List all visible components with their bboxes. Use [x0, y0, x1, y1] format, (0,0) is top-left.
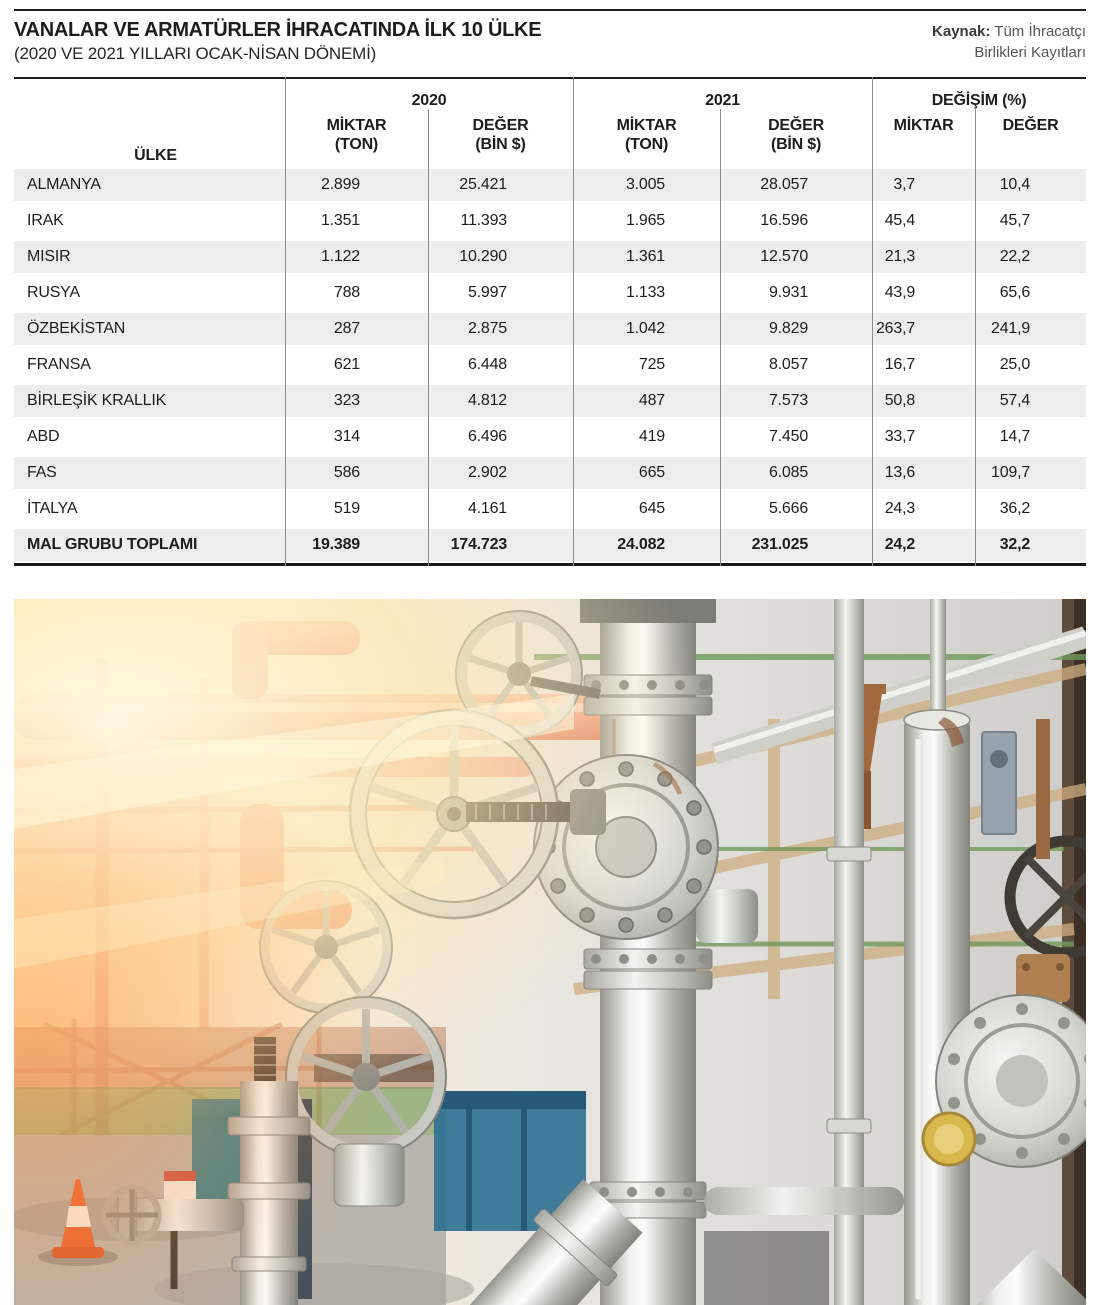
page-title: VANALAR VE ARMATÜRLER İHRACATINDA İLK 10 ÜLKE: [14, 19, 542, 41]
source-line1: Tüm İhracatçı: [994, 23, 1086, 40]
col-header-country: ÜLKE: [134, 147, 177, 164]
value-cell: 4.161: [428, 491, 573, 527]
table-row: [14, 239, 1086, 275]
value-cell: 788: [285, 275, 428, 311]
value-cell: 28.057: [720, 167, 872, 203]
value-cell: 487: [573, 383, 720, 419]
value-cell: 22,2: [975, 239, 1086, 275]
value-cell: 1.351: [285, 203, 428, 239]
export-table-wrap: [14, 77, 1086, 566]
column-divider: [573, 77, 574, 566]
value-cell: 5.666: [720, 491, 872, 527]
value-cell: 323: [285, 383, 428, 419]
total-value: 174.723: [428, 527, 573, 563]
value-cell: 2.875: [428, 311, 573, 347]
column-divider: [428, 109, 429, 566]
column-divider: [975, 109, 976, 566]
value-cell: 16,7: [872, 347, 975, 383]
col-group-2020: 2020: [411, 92, 447, 109]
table-row: [14, 383, 1086, 419]
table-row: [14, 455, 1086, 491]
value-cell: 45,4: [872, 203, 975, 239]
value-cell: 16.596: [720, 203, 872, 239]
table-row: [14, 347, 1086, 383]
country-cell: FAS: [14, 455, 285, 491]
value-cell: 621: [285, 347, 428, 383]
value-cell: 14,7: [975, 419, 1086, 455]
col-header-2020-deger: DEĞER (BİN $): [472, 117, 529, 153]
country-cell: ALMANYA: [14, 167, 285, 203]
value-cell: 665: [573, 455, 720, 491]
value-cell: 65,6: [975, 275, 1086, 311]
table-row: [14, 167, 1086, 203]
value-cell: 287: [285, 311, 428, 347]
value-cell: 10.290: [428, 239, 573, 275]
value-cell: 2.902: [428, 455, 573, 491]
page-subtitle: (2020 VE 2021 YILLARI OCAK-NİSAN DÖNEMİ): [14, 44, 377, 63]
country-cell: FRANSA: [14, 347, 285, 383]
col-header-change-miktar: MİKTAR: [893, 117, 954, 134]
value-cell: 9.829: [720, 311, 872, 347]
value-cell: 2.899: [285, 167, 428, 203]
value-cell: 6.085: [720, 455, 872, 491]
value-cell: 12.570: [720, 239, 872, 275]
value-cell: 45,7: [975, 203, 1086, 239]
table-row: [14, 419, 1086, 455]
country-cell: BİRLEŞİK KRALLIK: [14, 383, 285, 419]
table-row: [14, 311, 1086, 347]
total-value: 231.025: [720, 527, 872, 563]
value-cell: 33,7: [872, 419, 975, 455]
value-cell: 586: [285, 455, 428, 491]
country-cell: ÖZBEKİSTAN: [14, 311, 285, 347]
value-cell: 36,2: [975, 491, 1086, 527]
country-cell: IRAK: [14, 203, 285, 239]
source-label: Kaynak:: [932, 23, 991, 40]
value-cell: 43,9: [872, 275, 975, 311]
title-block: [14, 19, 541, 64]
col-group-change: DEĞİŞİM (%): [931, 92, 1027, 109]
value-cell: 109,7: [975, 455, 1086, 491]
value-cell: 4.812: [428, 383, 573, 419]
value-cell: 241,9: [975, 311, 1086, 347]
value-cell: 21,3: [872, 239, 975, 275]
country-cell: MISIR: [14, 239, 285, 275]
col-header-2021-deger: DEĞER (BİN $): [768, 117, 824, 153]
value-cell: 1.122: [285, 239, 428, 275]
table-total-row: [14, 527, 1086, 563]
value-cell: 314: [285, 419, 428, 455]
value-cell: 1.042: [573, 311, 720, 347]
value-cell: 24,3: [872, 491, 975, 527]
column-divider: [720, 109, 721, 566]
country-cell: ABD: [14, 419, 285, 455]
header: [14, 19, 1086, 64]
value-cell: 9.931: [720, 275, 872, 311]
total-label: MAL GRUBU TOPLAMI: [14, 527, 285, 563]
export-table: [14, 77, 1086, 566]
value-cell: 1.965: [573, 203, 720, 239]
value-cell: 8.057: [720, 347, 872, 383]
value-cell: 25,0: [975, 347, 1086, 383]
value-cell: 10,4: [975, 167, 1086, 203]
value-cell: 419: [573, 419, 720, 455]
value-cell: 263,7: [872, 311, 975, 347]
value-cell: 1.133: [573, 275, 720, 311]
top-rule: [14, 9, 1086, 11]
value-cell: 57,4: [975, 383, 1086, 419]
column-divider: [872, 77, 873, 566]
value-cell: 3,7: [872, 167, 975, 203]
value-cell: 5.997: [428, 275, 573, 311]
source-line2: Birlikleri Kayıtları: [974, 44, 1086, 61]
table-row: [14, 275, 1086, 311]
value-cell: 1.361: [573, 239, 720, 275]
value-cell: 7.450: [720, 419, 872, 455]
value-cell: 7.573: [720, 383, 872, 419]
col-header-change-deger: DEĞER: [1002, 117, 1059, 134]
table-row: [14, 491, 1086, 527]
value-cell: 25.421: [428, 167, 573, 203]
photo-sun-flare: [14, 599, 1086, 1305]
source-note: [932, 19, 1086, 63]
total-value: 24.082: [573, 527, 720, 563]
country-cell: RUSYA: [14, 275, 285, 311]
value-cell: 6.496: [428, 419, 573, 455]
value-cell: 3.005: [573, 167, 720, 203]
total-value: 32,2: [975, 527, 1086, 563]
column-divider: [285, 77, 286, 566]
col-header-2021-miktar: MİKTAR (TON): [616, 117, 677, 153]
value-cell: 13,6: [872, 455, 975, 491]
value-cell: 50,8: [872, 383, 975, 419]
col-header-2020-miktar: MİKTAR (TON): [326, 117, 387, 153]
col-group-2021: 2021: [705, 92, 740, 109]
table-row: [14, 203, 1086, 239]
value-cell: 11.393: [428, 203, 573, 239]
total-value: 24,2: [872, 527, 975, 563]
country-cell: İTALYA: [14, 491, 285, 527]
value-cell: 6.448: [428, 347, 573, 383]
value-cell: 725: [573, 347, 720, 383]
industrial-valves-and-pipes-photo: [14, 599, 1086, 1305]
value-cell: 645: [573, 491, 720, 527]
value-cell: 519: [285, 491, 428, 527]
total-value: 19.389: [285, 527, 428, 563]
